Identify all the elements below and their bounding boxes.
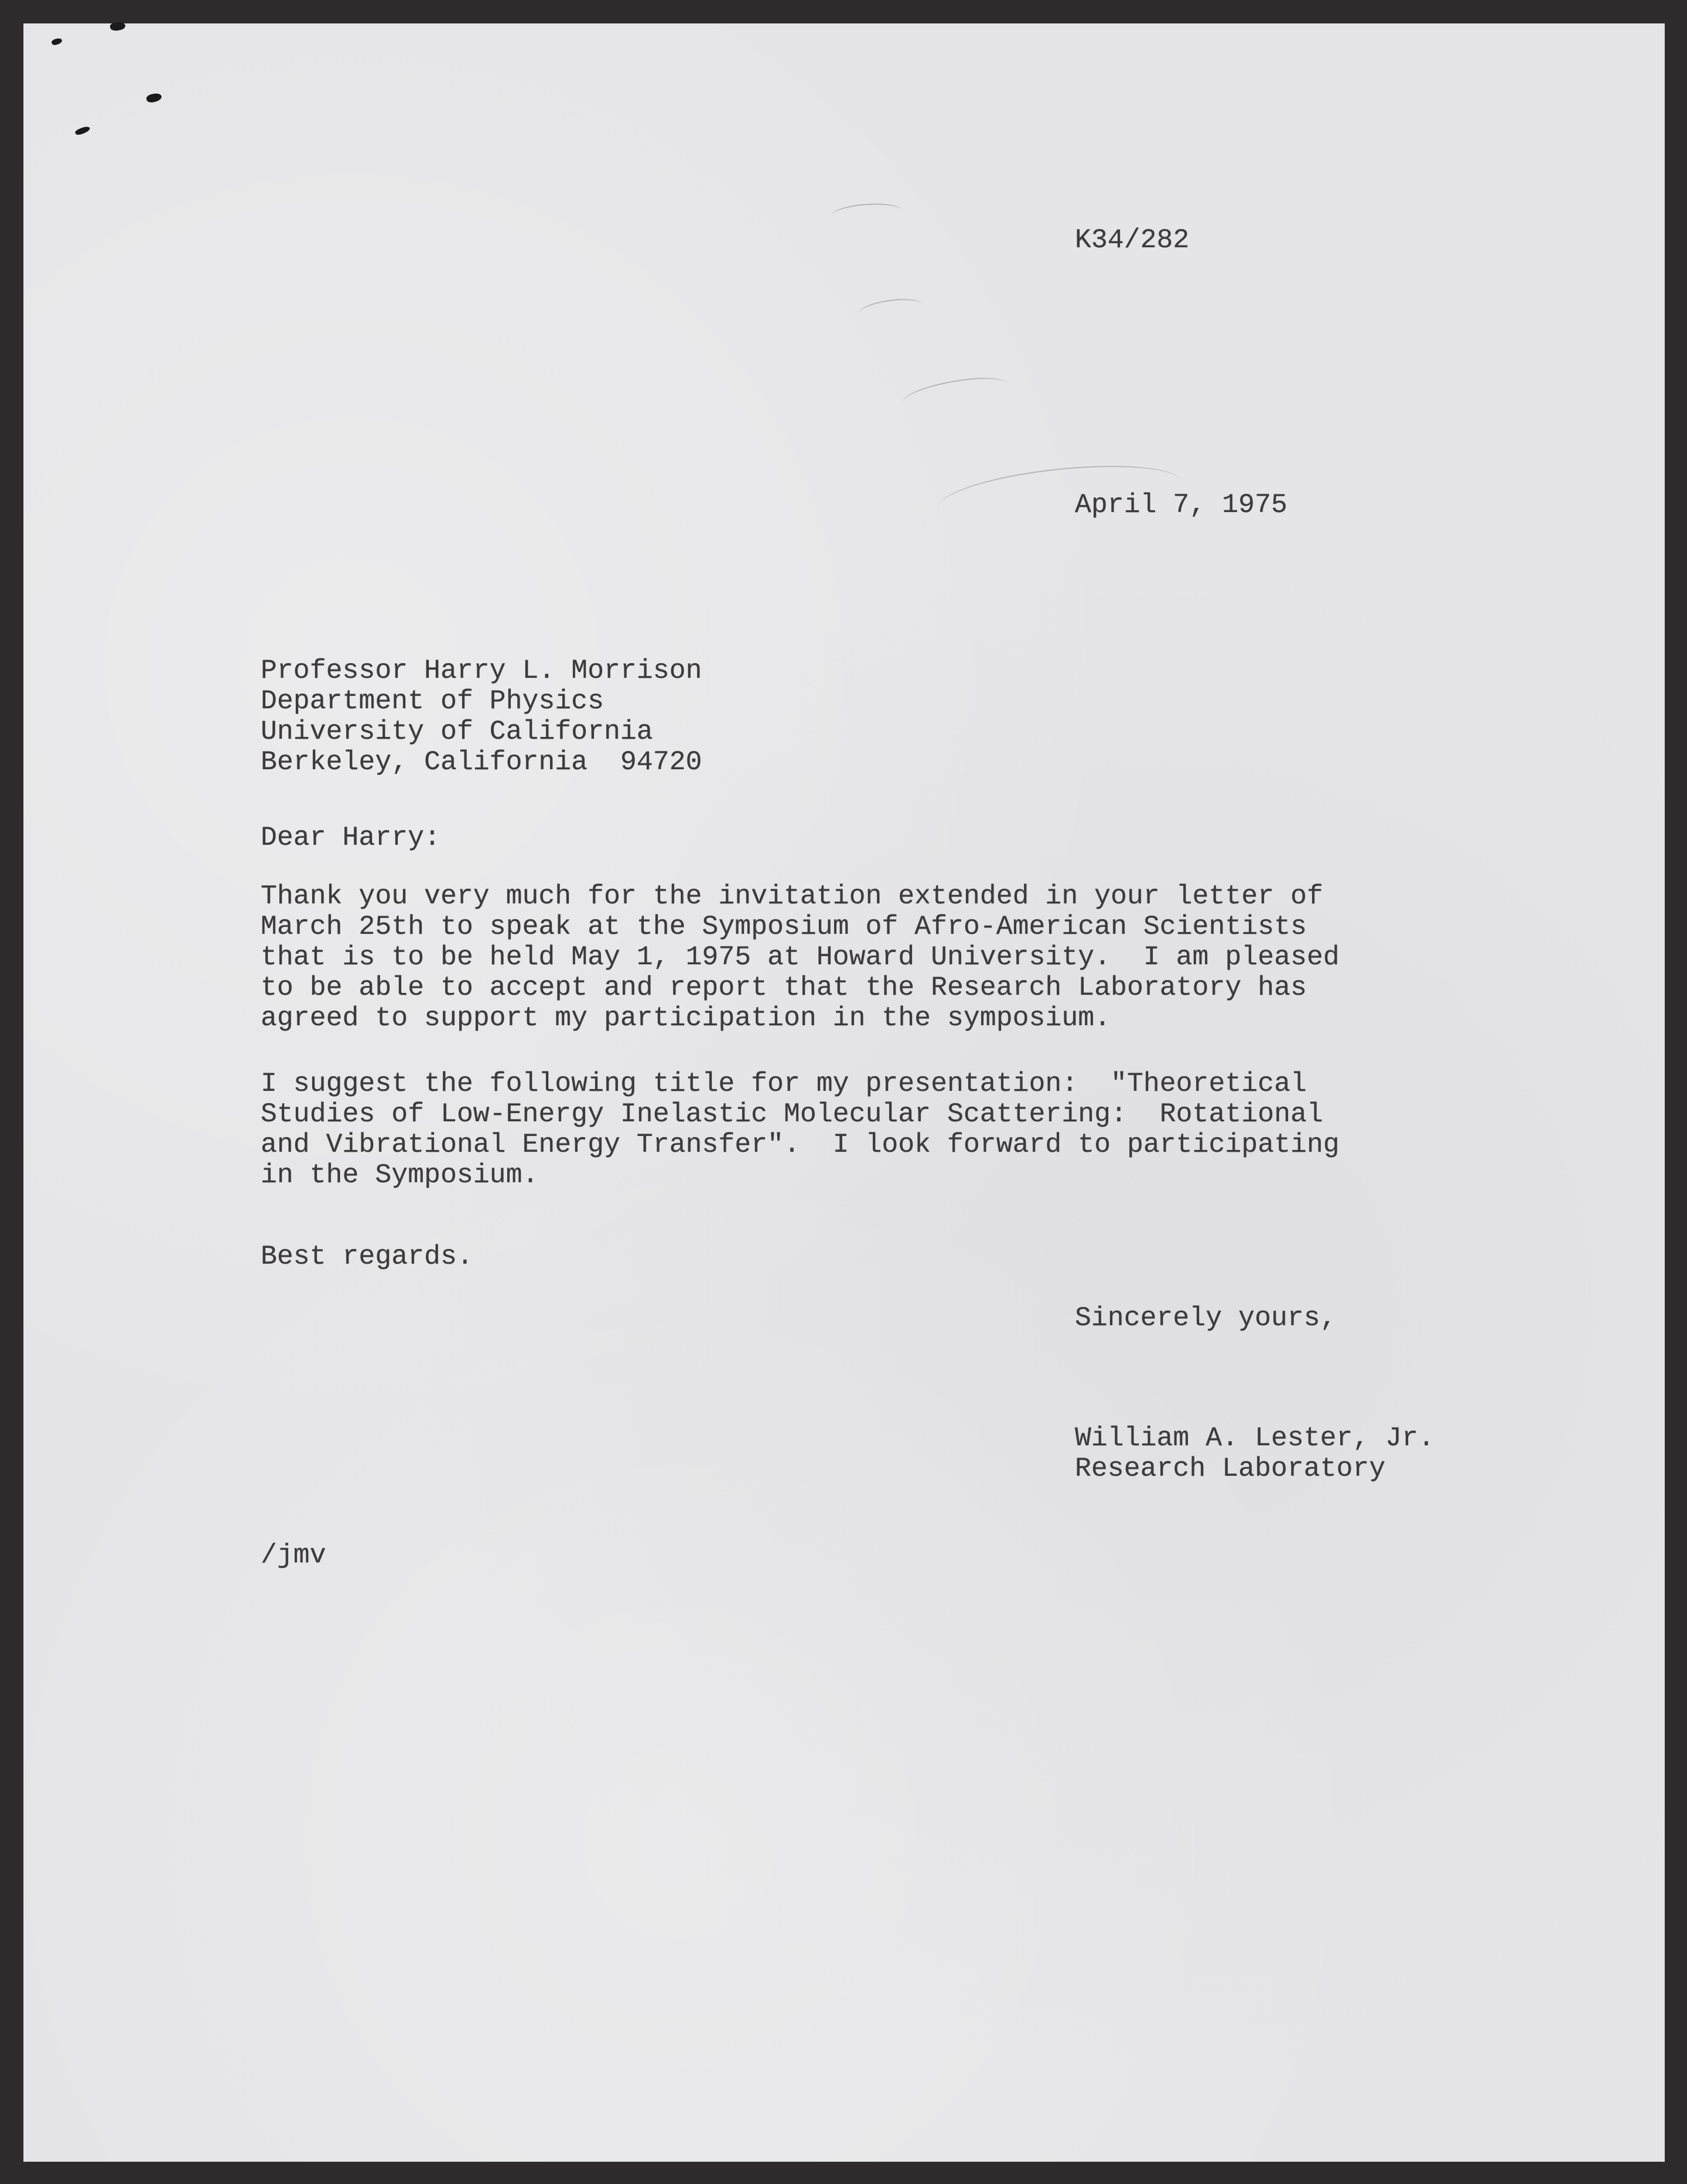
staple-hole: [51, 37, 63, 46]
staple-hole: [146, 92, 163, 104]
address-line: Professor Harry L. Morrison: [261, 655, 702, 686]
paragraph-line: I suggest the following title for my presentation: "Theoretical: [261, 1068, 1307, 1099]
regards-line: Best regards.: [261, 1241, 473, 1272]
paragraph-line: that is to be held May 1, 1975 at Howard University. I am pleased: [261, 941, 1340, 972]
paragraph-line: Studies of Low-Energy Inelastic Molecular Scattering: Rotational: [261, 1098, 1323, 1129]
signer-affiliation: Research Laboratory: [1075, 1453, 1386, 1484]
signer-name: William A. Lester, Jr.: [1075, 1422, 1435, 1453]
address-line: University of California: [261, 716, 653, 747]
paragraph-line: and Vibrational Energy Transfer". I look forward to participating: [261, 1129, 1340, 1160]
signature-block: [1075, 1423, 1435, 1484]
paragraph-line: in the Symposium.: [261, 1159, 539, 1190]
letter-page: [23, 23, 1665, 2162]
paragraph-line: to be able to accept and report that the Research Laboratory has: [261, 972, 1307, 1003]
typist-initials: /jmv: [261, 1540, 326, 1571]
staple-hole: [110, 21, 126, 31]
pencil-mark: [831, 202, 903, 225]
pencil-mark: [857, 296, 923, 323]
reference-number: K34/282: [1075, 224, 1190, 255]
address-line: Department of Physics: [261, 685, 604, 716]
staple-hole: [74, 125, 91, 136]
body-paragraph-2: [261, 1069, 1340, 1190]
salutation: Dear Harry:: [261, 822, 440, 853]
pencil-mark: [901, 372, 1009, 415]
letter-date: April 7, 1975: [1075, 489, 1288, 520]
body-paragraph-1: [261, 881, 1340, 1033]
recipient-address: [261, 656, 702, 777]
complimentary-close: Sincerely yours,: [1075, 1302, 1337, 1333]
paragraph-line: Thank you very much for the invitation extended in your letter of: [261, 881, 1323, 912]
address-line: Berkeley, California 94720: [261, 746, 702, 777]
paragraph-line: March 25th to speak at the Symposium of Afro-American Scientists: [261, 911, 1307, 942]
paragraph-line: agreed to support my participation in the symposium.: [261, 1002, 1111, 1033]
